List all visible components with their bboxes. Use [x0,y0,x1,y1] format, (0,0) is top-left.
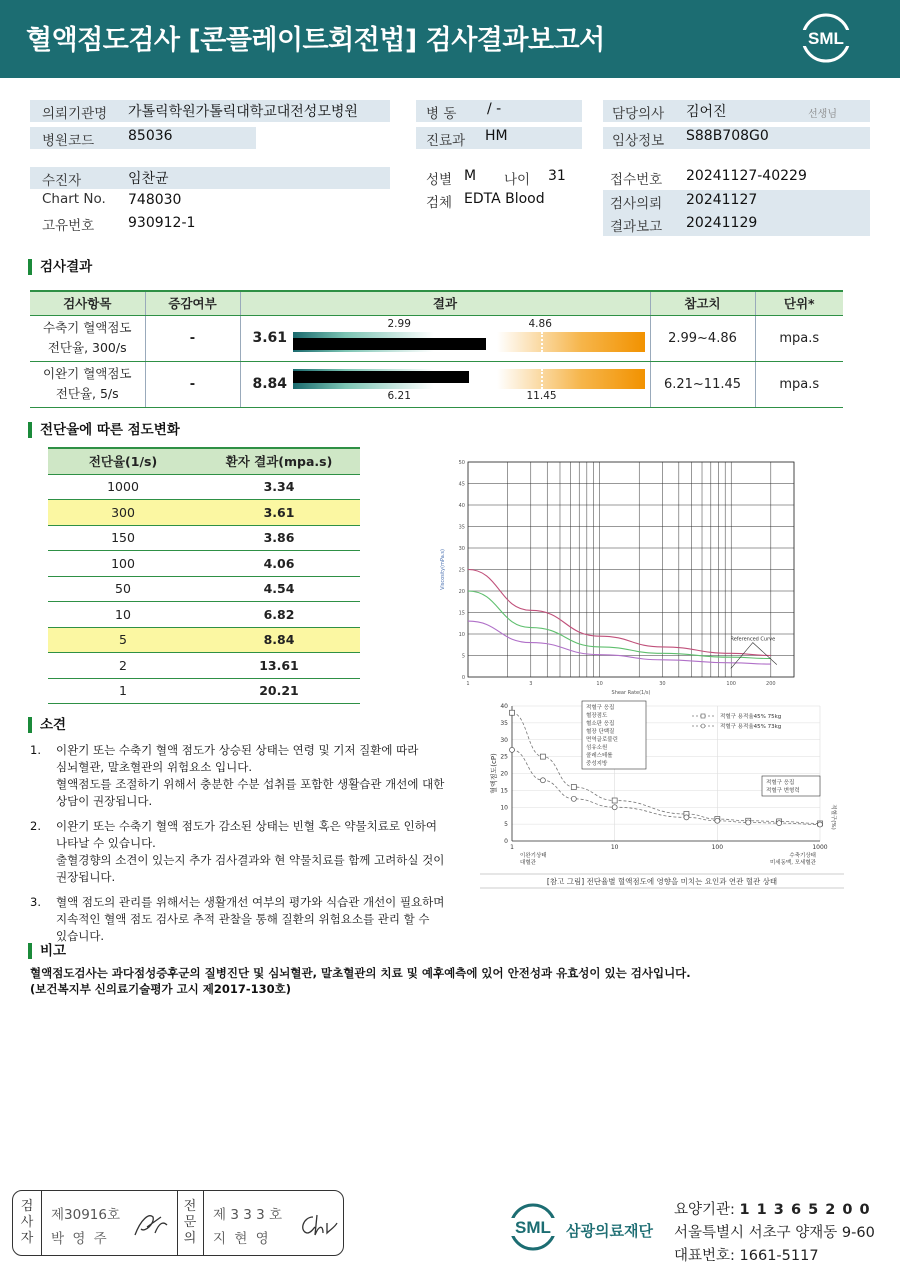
result-bar [293,371,469,383]
data-point [818,822,823,827]
specialist-label: 전 문 의 [183,1199,197,1246]
shear-value: 8.84 [198,627,360,653]
x-tick-label: 30 [659,681,666,687]
shear-rate: 100 [48,551,198,577]
ward-label: 병 동 [426,106,457,122]
y-tick-label: 50 [458,460,465,466]
remark-line: (보건복지부 신의료기술평가 고시 제2017-130호) [30,982,292,996]
remark-text [30,965,691,997]
care-code-row [674,1198,871,1219]
legend-label: 면역글로불린 [586,737,618,743]
report-value: 20241129 [686,215,758,231]
legend-label: 콜레스테롤 [586,753,613,759]
ward-value: / - [487,101,502,117]
right-note: 미세동맥, 모세혈관 [769,860,816,866]
specialist-name: 지 현 영 [213,1231,271,1247]
item-name: 이완기 혈액점도 [43,366,132,381]
opinion-line: 지속적인 혈액 점도 검사로 추적 관찰을 통해 질환의 위험요소를 관리 할 수 [56,912,430,926]
phone-number: 1661-5117 [739,1248,819,1264]
shear-value: 3.86 [198,525,360,551]
legend-label: 혈장 단백질 [586,729,615,735]
signature-box [12,1190,344,1256]
ref-low-label: 2.99 [387,317,411,330]
col-unit: 단위* [755,291,843,315]
specimen-label: 검체 [426,195,453,211]
y-tick-label: 15 [458,610,465,617]
data-point [612,805,617,810]
shear-value: 3.61 [198,500,360,526]
opinion-line: 권장됩니다. [56,870,116,884]
patient-value: 임찬균 [128,171,169,187]
table-row [30,315,843,361]
care-code-label: 요양기관: [674,1202,735,1218]
y-tick-label: 35 [458,524,465,531]
specialist-signature [295,1209,339,1241]
shear-rate: 2 [48,653,198,679]
care-code: 1 1 3 6 5 2 0 0 [739,1202,871,1218]
hospital-code-value: 85036 [128,128,173,144]
shear-table [48,447,360,704]
age-label: 나이 [504,172,531,188]
x-tick-label: 10 [596,681,603,687]
shear-value: 3.34 [198,474,360,500]
x-tick-label: 10 [610,844,619,851]
uid-value: 930912-1 [128,215,196,231]
opinion-line: 출혈경향의 소견이 있는지 추가 검사결과와 현 약물치료를 함께 고려하실 것이 [56,853,445,867]
y-tick-label: 30 [500,736,508,744]
opinion-item [30,742,460,810]
y-tick-label: 0 [461,675,465,681]
opinion-line: 나타날 수 있습니다. [56,836,156,850]
x-tick-label: 1 [466,681,470,687]
legend-marker [701,714,705,718]
data-point [510,710,515,715]
data-point [510,747,515,752]
opinion-number: 1. [30,743,41,757]
shear-value: 4.06 [198,551,360,577]
specimen-value: EDTA Blood [464,191,545,207]
shear-row [48,474,360,500]
x-tick-label: 1 [510,844,514,851]
legend-label: 적혈구 용적율45% 75kg [720,714,782,720]
data-point [540,778,545,783]
legend-label: 중성지방 [586,761,608,767]
ref-high-marker [541,332,543,352]
opinion-number: 2. [30,819,41,833]
y-tick-label: 10 [458,632,465,638]
col-change: 증감여부 [145,291,240,315]
data-point [540,754,545,759]
opinion-number: 3. [30,895,41,909]
age-value: 31 [548,168,566,184]
shear-row [48,678,360,704]
y-tick-label: 20 [458,589,465,595]
shear-row [48,525,360,551]
table-row [30,361,843,407]
change-indicator: - [145,361,240,407]
shear-rate: 5 [48,627,198,653]
x-tick-label: 100 [711,844,724,851]
shear-rate: 50 [48,576,198,602]
data-point [777,821,782,826]
y-tick-label: 5 [461,653,465,660]
chart-label: Chart No. [42,191,106,207]
result-table [30,290,843,408]
org-address: 서울특별시 서초구 양재동 9-60 [674,1225,875,1241]
legend-marker [701,724,705,728]
item-shear: 전단율, 300/s [47,340,127,355]
uid-label: 고유번호 [42,218,95,234]
patient-label: 수진자 [42,173,82,189]
result-value: 8.84 [252,375,288,392]
sml-logo [800,12,852,64]
hospital-code-label: 병원코드 [42,133,95,149]
chart-caption: [참고 그림] 전단율별 혈액점도에 영향을 미치는 요인과 연관 혈관 상태 [546,877,778,886]
shear-section-title: 전단율에 따른 점도변화 [28,422,180,438]
legend-label: 적혈구 응집 [586,705,615,711]
data-point [684,815,689,820]
legend-label: 적혈구 변형력 [766,788,800,794]
ref-range: 2.99~4.86 [650,315,755,361]
phone-row [674,1244,819,1265]
y-tick-label: 30 [458,546,465,552]
legend-label: 혈소판 응집 [586,721,615,727]
unit: mpa.s [755,361,843,407]
clinical-value: S88B708G0 [686,128,769,144]
clinical-label: 임상정보 [612,133,665,149]
x-tick-label: 200 [766,681,776,687]
request-value: 20241127 [686,192,758,208]
shear-value: 13.61 [198,653,360,679]
legend-label: 적혈구 용적율45% 73kg [720,724,782,730]
report-title: 혈액점도검사 [콘플레이트회전법] 검사결과보고서 [26,25,605,56]
doctor-value: 김어진 [686,104,727,120]
shear-rate: 300 [48,500,198,526]
result-bar-row-0 [241,316,650,361]
shear-rate: 10 [48,602,198,628]
col-shear-rate: 전단율(1/s) [48,448,198,474]
sex-label: 성별 [426,172,453,188]
report-header [0,0,900,78]
opinion-line: 있습니다. [56,929,105,943]
request-label: 검사의뢰 [610,196,663,212]
col-result: 결과 [240,291,650,315]
examiner-label: 검 사 자 [20,1199,34,1246]
change-indicator: - [145,315,240,361]
examiner-signature [131,1209,171,1241]
shear-row [48,551,360,577]
shear-row [48,576,360,602]
item-name: 수축기 혈액점도 [43,320,132,335]
patient-row [30,167,390,189]
ref-high-label: 4.86 [528,317,552,330]
ref-high-label: 11.45 [526,389,557,402]
examiner-license: 제30916호 [51,1207,121,1223]
x-tick-label: 1000 [812,844,828,851]
col-patient-result: 환자 결과(mpa.s) [198,448,360,474]
ref-range: 6.21~11.45 [650,361,755,407]
shear-rate: 1000 [48,474,198,500]
ref-low-label: 6.21 [387,389,411,402]
specialist-license: 제 3 3 3 호 [213,1207,283,1223]
svg-text:SML: SML [515,1218,551,1237]
y-tick-label: 0 [504,838,508,845]
side-note: 적혈구(%) [830,804,836,830]
y-tick-label: 45 [458,481,465,488]
y-axis-label: 혈액점도(cP) [490,753,498,794]
receipt-value: 20241127-40229 [686,168,807,184]
remark-line: 혈액점도검사는 과다점성증후군의 질병진단 및 심뇌혈관, 말초혈관의 치료 및 예후예측에 있어 안전성과 유효성이 있는 검사입니다. [30,966,691,980]
y-tick-label: 10 [500,804,508,812]
org-logo [508,1198,558,1256]
data-point [612,798,617,803]
shear-row [48,653,360,679]
legend-label: 섬유소원 [586,745,608,751]
opinion-section-title: 소견 [28,717,66,733]
shear-rate: 150 [48,525,198,551]
opinion-line: 혈액 점도의 관리를 위해서는 생활개선 여부의 평가와 식습관 개선이 필요하며 [56,895,445,909]
data-point [746,820,751,825]
opinion-line: 혈액점도를 조절하기 위해서 충분한 수분 섭취를 포함한 생활습관 개선에 대한 [56,777,445,791]
opinion-line: 이완기 또는 수축기 혈액 점도가 상승된 상태는 연령 및 기저 질환에 따라 [56,743,419,757]
shear-row [48,500,360,526]
doctor-suffix: 선생님 [808,109,837,120]
left-note: 대혈관 [520,860,536,866]
report-label: 결과보고 [610,219,663,235]
shear-rate: 1 [48,678,198,704]
opinion-line: 심뇌혈관, 말초혈관의 위험요소 입니다. [56,760,253,774]
institution-value: 가톨릭학원가톨릭대학교대전성모병원 [128,104,358,120]
x-tick-label: 3 [529,681,533,687]
result-bar-row-1 [241,362,650,407]
y-tick-label: 15 [500,787,508,795]
annotation-label: Referenced Curve [730,636,776,643]
y-tick-label: 5 [504,821,508,829]
dept-label: 진료과 [426,133,466,149]
remark-section-title: 비고 [28,943,66,959]
ref-high-marker [541,369,543,389]
org-name: 삼광의료재단 [566,1222,653,1240]
shear-row [48,627,360,653]
col-ref: 참고치 [650,291,755,315]
y-tick-label: 25 [458,567,465,574]
shear-value: 4.54 [198,576,360,602]
results-section-title: 검사결과 [28,259,92,275]
y-tick-label: 40 [458,503,465,509]
legend-label: 적혈구 응집 [766,780,795,786]
sex-value: M [464,168,477,184]
dept-value: HM [485,128,508,144]
data-point [571,796,576,801]
opinion-line: 상담이 권장됩니다. [56,794,153,808]
receipt-label: 접수번호 [610,172,663,188]
x-axis-label: Shear Rate(1/s) [611,690,651,696]
opinion-line: 이완기 또는 수축기 혈액 점도가 감소된 상태는 빈혈 혹은 약물치료로 인하여 [56,819,437,833]
x-tick-label: 100 [726,681,736,687]
institution-label: 의뢰기관명 [42,106,108,122]
result-bar [293,338,487,350]
right-note: 수축기상태 [789,853,816,859]
doctor-label: 담당의사 [612,106,665,122]
viscosity-shear-chart [436,455,796,700]
shear-row [48,602,360,628]
legend-label: 혈장점도 [586,713,608,719]
opinion-item [30,894,460,945]
result-value: 3.61 [252,329,288,346]
opinion-item [30,818,460,886]
svg-text:SML: SML [808,29,844,48]
y-tick-label: 40 [500,703,508,710]
col-item: 검사항목 [30,291,145,315]
shear-value: 20.21 [198,678,360,704]
chart-value: 748030 [128,192,182,208]
y-tick-label: 20 [500,770,508,778]
data-point [715,818,720,823]
phone-label: 대표번호: [674,1248,735,1264]
data-point [571,785,576,790]
y-tick-label: 25 [500,753,508,761]
reference-chart [478,698,848,893]
examiner-name: 박 영 주 [51,1231,109,1247]
y-axis-label: Viscosity(mPa.s) [440,549,446,590]
unit: mpa.s [755,315,843,361]
item-shear: 전단율, 5/s [55,386,119,401]
left-note: 이완기상태 [520,853,547,859]
y-tick-label: 35 [500,719,508,727]
shear-value: 6.82 [198,602,360,628]
